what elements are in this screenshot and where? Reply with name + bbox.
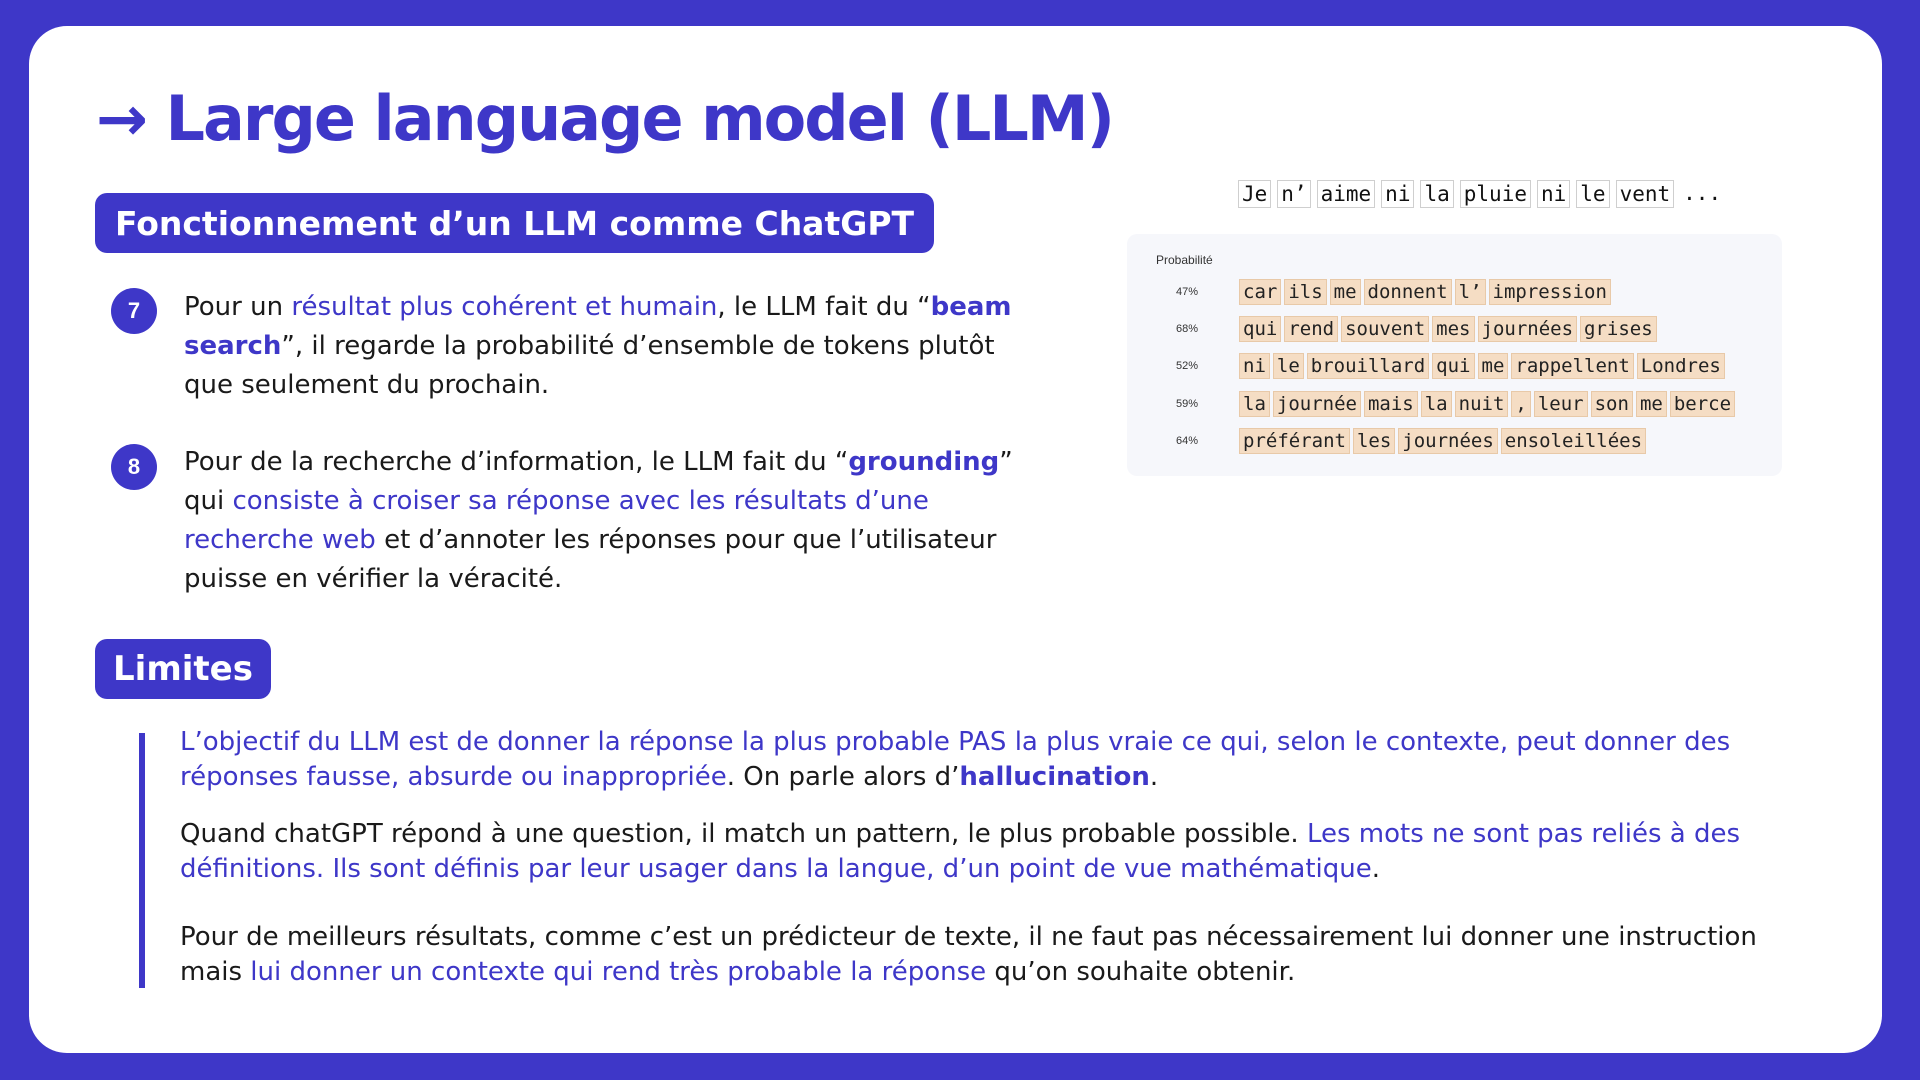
- probability-value: 47%: [1176, 286, 1199, 298]
- sentence-token: ni: [1537, 180, 1570, 208]
- sentence-token: la: [1420, 180, 1453, 208]
- sentence-token: le: [1576, 180, 1609, 208]
- probability-value: 59%: [1176, 398, 1199, 410]
- candidate-token: qui: [1432, 353, 1474, 379]
- paragraph-context: [180, 920, 1800, 990]
- sentence-token: Je: [1238, 180, 1271, 208]
- bold-term: grounding: [848, 447, 1000, 477]
- candidate-token: la: [1239, 391, 1270, 417]
- candidate-token: journées: [1398, 428, 1498, 454]
- text: Pour de la recherche d’information, le LLM fait du “: [184, 447, 849, 477]
- sentence-ellipsis: ...: [1683, 181, 1722, 205]
- paragraph-pattern: [180, 817, 1800, 887]
- candidate-token: donnent: [1364, 279, 1452, 305]
- candidate-token: brouillard: [1307, 353, 1429, 379]
- candidate-token: les: [1353, 428, 1395, 454]
- probability-value: 68%: [1176, 323, 1199, 335]
- text: qu’on souhaite obtenir.: [986, 957, 1296, 987]
- candidate-token: qui: [1239, 316, 1281, 342]
- section-label-fonctionnement: Fonctionnement d’un LLM comme ChatGPT: [95, 193, 934, 253]
- text: ” qui: [184, 447, 1013, 516]
- text: .: [1371, 854, 1380, 884]
- highlight: L’objectif du LLM est de donner la réponse la plus probable PAS la plus vraie ce qui, selon le contexte, peut donner des réponses fausse, absurde ou inappropriée: [180, 727, 1731, 792]
- token-sequence: [1239, 353, 1725, 379]
- candidate-token: mes: [1432, 316, 1474, 342]
- highlight: résultat plus cohérent et humain: [291, 292, 718, 322]
- candidate-token: rappellent: [1511, 353, 1633, 379]
- highlight: lui donner un contexte qui rend très probable la réponse: [250, 957, 987, 987]
- candidate-token: la: [1421, 391, 1452, 417]
- text: . On parle alors d’: [726, 762, 960, 792]
- highlight: Les mots ne sont pas reliés à des définitions. Ils sont définis par leur usager dans la langue, d’un point de vue mathématique: [180, 819, 1741, 884]
- probability-header: Probabilité: [1156, 253, 1213, 267]
- candidate-token: préférant: [1239, 428, 1350, 454]
- candidate-token: Londres: [1637, 353, 1725, 379]
- token-sequence: [1239, 428, 1646, 454]
- candidate-token: leur: [1534, 391, 1588, 417]
- highlight: consiste à croiser sa réponse avec les résultats d’une recherche web: [184, 486, 929, 555]
- bold-term: hallucination: [959, 762, 1150, 792]
- text: , le LLM fait du “: [717, 292, 931, 322]
- sentence-token: pluie: [1460, 180, 1531, 208]
- text: Pour un: [184, 292, 292, 322]
- candidate-token: impression: [1489, 279, 1611, 305]
- example-sentence: [1238, 180, 1724, 208]
- text: Pour de meilleurs résultats, comme c’est un prédicteur de texte, il ne faut pas nécessairement lui donner une instruction mais: [180, 922, 1757, 987]
- candidate-token: ,: [1511, 391, 1530, 417]
- step-badge-7: 7: [111, 288, 157, 334]
- candidate-token: nuit: [1455, 391, 1509, 417]
- paragraph-beam-search: [184, 288, 1024, 405]
- bold-term: beam search: [184, 292, 1012, 361]
- page-title: → Large language model (LLM): [96, 82, 1113, 155]
- text: Quand chatGPT répond à une question, il match un pattern, le plus probable possible.: [180, 819, 1307, 849]
- candidate-token: ensoleillées: [1501, 428, 1646, 454]
- token-sequence: [1239, 316, 1657, 342]
- paragraph-hallucination: [180, 725, 1800, 795]
- sentence-token: aime: [1317, 180, 1376, 208]
- candidate-token: ils: [1284, 279, 1326, 305]
- quote-bar: [139, 733, 145, 988]
- section-label-limites: Limites: [95, 639, 271, 699]
- text: et d’annoter les réponses pour que l’utilisateur puisse en vérifier la véracité.: [184, 525, 997, 594]
- candidate-token: le: [1273, 353, 1304, 379]
- probability-value: 52%: [1176, 360, 1199, 372]
- token-sequence: [1239, 279, 1611, 305]
- candidate-token: l’: [1455, 279, 1486, 305]
- candidate-token: son: [1591, 391, 1633, 417]
- candidate-token: journée: [1273, 391, 1361, 417]
- text: .: [1149, 762, 1159, 792]
- candidate-token: ni: [1239, 353, 1270, 379]
- text: ”, il regarde la probabilité d’ensemble de tokens plutôt que seulement du prochain.: [184, 331, 995, 400]
- token-sequence: [1239, 391, 1735, 417]
- sentence-token: n’: [1277, 180, 1310, 208]
- candidate-token: me: [1330, 279, 1361, 305]
- candidate-token: car: [1239, 279, 1281, 305]
- candidate-token: rend: [1284, 316, 1338, 342]
- paragraph-grounding: [184, 443, 1014, 599]
- probability-table: [1127, 234, 1782, 476]
- candidate-token: me: [1478, 353, 1509, 379]
- sentence-token: vent: [1616, 180, 1675, 208]
- step-badge-8: 8: [111, 444, 157, 490]
- candidate-token: souvent: [1341, 316, 1429, 342]
- candidate-token: mais: [1364, 391, 1418, 417]
- candidate-token: journées: [1478, 316, 1578, 342]
- candidate-token: me: [1636, 391, 1667, 417]
- sentence-token: ni: [1381, 180, 1414, 208]
- probability-value: 64%: [1176, 435, 1199, 447]
- candidate-token: grises: [1580, 316, 1657, 342]
- candidate-token: berce: [1670, 391, 1735, 417]
